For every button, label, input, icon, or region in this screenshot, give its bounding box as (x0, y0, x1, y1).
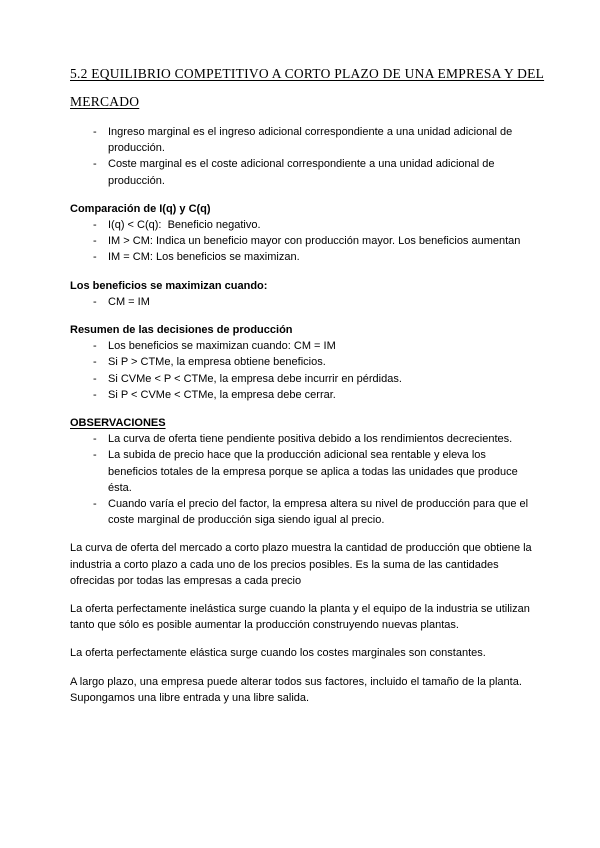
body-paragraph-inelastic: La oferta perfectamente inelástica surge cuando la planta y el equipo de la industria se utilizan tanto que sólo es posible aumentar la producción construyendo nuevas plantas. (70, 603, 530, 632)
section-heading-maximizan: Los beneficios se maximizan cuando: (70, 279, 268, 292)
bullet-text: Ingreso marginal es el ingreso adicional correspondiente a una unidad adicional de producción. (108, 126, 513, 155)
bullet-dash-marker: - (93, 498, 97, 511)
bullet-dash-marker: - (93, 251, 97, 264)
bullet-dash-marker: - (93, 126, 97, 138)
section-heading-observaciones: OBSERVACIONES (70, 417, 166, 430)
section-heading-comparacion: Comparación de I(q) y C(q) (70, 202, 211, 215)
resumen-bullet-list (70, 338, 532, 403)
body-paragraph-long-run: A largo plazo, una empresa puede alterar todos sus factores, incluido el tamaño de la planta. (70, 675, 522, 688)
bullet-dash-marker: - (93, 219, 97, 232)
bullet-item (93, 124, 532, 156)
body-paragraph-elastic: La oferta perfectamente elástica surge cuando los costes marginales son constantes. (70, 647, 486, 660)
maximizan-bullet-list (70, 294, 532, 310)
bullet-dash-marker: - (93, 235, 97, 248)
bullet-text: Si CVMe < P < CTMe, la empresa debe incurrir en pérdidas. (108, 372, 402, 385)
body-paragraph-supply-curve: La curva de oferta del mercado a corto plazo muestra la cantidad de producción que obtiene la industria a corto plazo a cada uno de los precios posibles. Es la suma de las cantidades ofrecidas por todas las empresas a cada precio (70, 542, 532, 587)
bullet-item (93, 431, 532, 447)
section-resumen (70, 322, 532, 403)
bullet-dash-marker: - (93, 340, 97, 353)
bullet-text: La curva de oferta tiene pendiente positiva debido a los rendimientos decrecientes. (108, 433, 513, 446)
section-heading-resumen: Resumen de las decisiones de producción (70, 324, 293, 337)
bullet-text: IM = CM: Los beneficios se maximizan. (108, 251, 300, 264)
body-paragraph-free-entry: Supongamos una libre entrada y una libre salida. (70, 691, 310, 704)
bullet-item (93, 371, 532, 387)
page-title-line-1: 5.2 EQUILIBRIO COMPETITIVO A CORTO PLAZO DE UNA EMPRESA Y DEL (70, 66, 545, 81)
bullet-item (93, 156, 532, 188)
bullet-item (93, 447, 532, 496)
bullet-text: CM = IM (108, 295, 150, 308)
observaciones-bullet-list (70, 431, 532, 528)
bullet-text: Si P < CVMe < CTMe, la empresa debe cerrar. (108, 388, 336, 401)
bullet-text: IM > CM: Indica un beneficio mayor con producción mayor. Los beneficios aumentan (108, 235, 521, 248)
bullet-item (93, 338, 532, 354)
bullet-text: Coste marginal es el coste adicional correspondiente a una unidad adicional de producción. (108, 158, 495, 187)
section-observaciones (70, 415, 532, 528)
bullet-text: I(q) < C(q): Beneficio negativo. (108, 219, 261, 232)
bullet-text: Si P > CTMe, la empresa obtiene beneficios. (108, 356, 326, 369)
bullet-dash-marker: - (93, 388, 97, 401)
section-comparacion (70, 201, 532, 266)
bullet-dash-marker: - (93, 158, 97, 171)
bullet-dash-marker: - (93, 372, 97, 385)
bullet-dash-marker: - (93, 295, 97, 308)
bullet-item (93, 217, 532, 233)
bullet-text: La subida de precio hace que la producción adicional sea rentable y eleva los beneficios totales de la empresa porque se aplica a todas las unidades que produce ésta. (108, 449, 518, 494)
bullet-dash-marker: - (93, 433, 97, 446)
bullet-item (93, 354, 532, 370)
page-title-line-2: MERCADO (70, 94, 140, 109)
bullet-item (93, 496, 532, 528)
bullet-text: Los beneficios se maximizan cuando: CM = IM (108, 340, 336, 353)
bullet-item (93, 233, 532, 249)
bullet-item (93, 294, 532, 310)
bullet-item (93, 387, 532, 403)
bullet-dash-marker: - (93, 449, 97, 462)
bullet-item (93, 249, 532, 265)
bullet-text: Cuando varía el precio del factor, la empresa altera su nivel de producción para que el coste marginal de producción siga siendo igual al precio. (108, 498, 529, 527)
page-title (70, 60, 545, 116)
comparacion-bullet-list (70, 217, 532, 266)
intro-bullet-list (70, 124, 532, 189)
bullet-dash-marker: - (93, 356, 97, 369)
section-maximizan (70, 278, 532, 310)
